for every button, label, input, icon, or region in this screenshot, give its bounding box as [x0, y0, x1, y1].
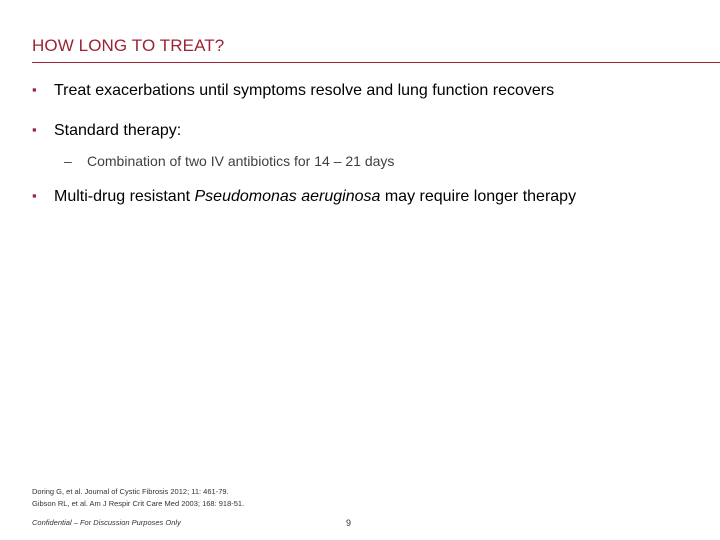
bullet-item	[32, 121, 181, 141]
page-number: 9	[346, 518, 352, 528]
slide-title: HOW LONG TO TREAT?	[32, 36, 225, 55]
square-bullet-icon: ▪	[32, 82, 37, 97]
confidential-notice: Confidential – For Discussion Purposes Only	[32, 518, 181, 527]
bullet-text-part: Multi-drug resistant	[54, 188, 195, 205]
square-bullet-icon: ▪	[32, 188, 37, 203]
sub-bullet-item	[64, 152, 394, 170]
bullet-text-part: may require longer therapy	[380, 188, 577, 205]
bullet-text	[54, 187, 576, 207]
references	[32, 486, 244, 510]
reference-line: Gibson RL, et al. Am J Respir Crit Care Med 2003; 168: 918-51.	[32, 499, 245, 508]
bullet-item	[32, 81, 554, 101]
reference-line: Doring G, et al. Journal of Cystic Fibrosis 2012; 11: 461-79.	[32, 487, 229, 496]
title-divider	[32, 62, 720, 63]
bullet-text: Treat exacerbations until symptoms resolve and lung function recovers	[54, 82, 555, 99]
bullet-text-italic: Pseudomonas aeruginosa	[194, 188, 381, 205]
sub-bullet-text: Combination of two IV antibiotics for 14 – 21 days	[87, 153, 395, 169]
bullet-text: Standard therapy:	[54, 122, 182, 139]
bullet-item	[32, 187, 576, 207]
dash-bullet-icon: –	[64, 153, 72, 169]
square-bullet-icon: ▪	[32, 122, 37, 137]
